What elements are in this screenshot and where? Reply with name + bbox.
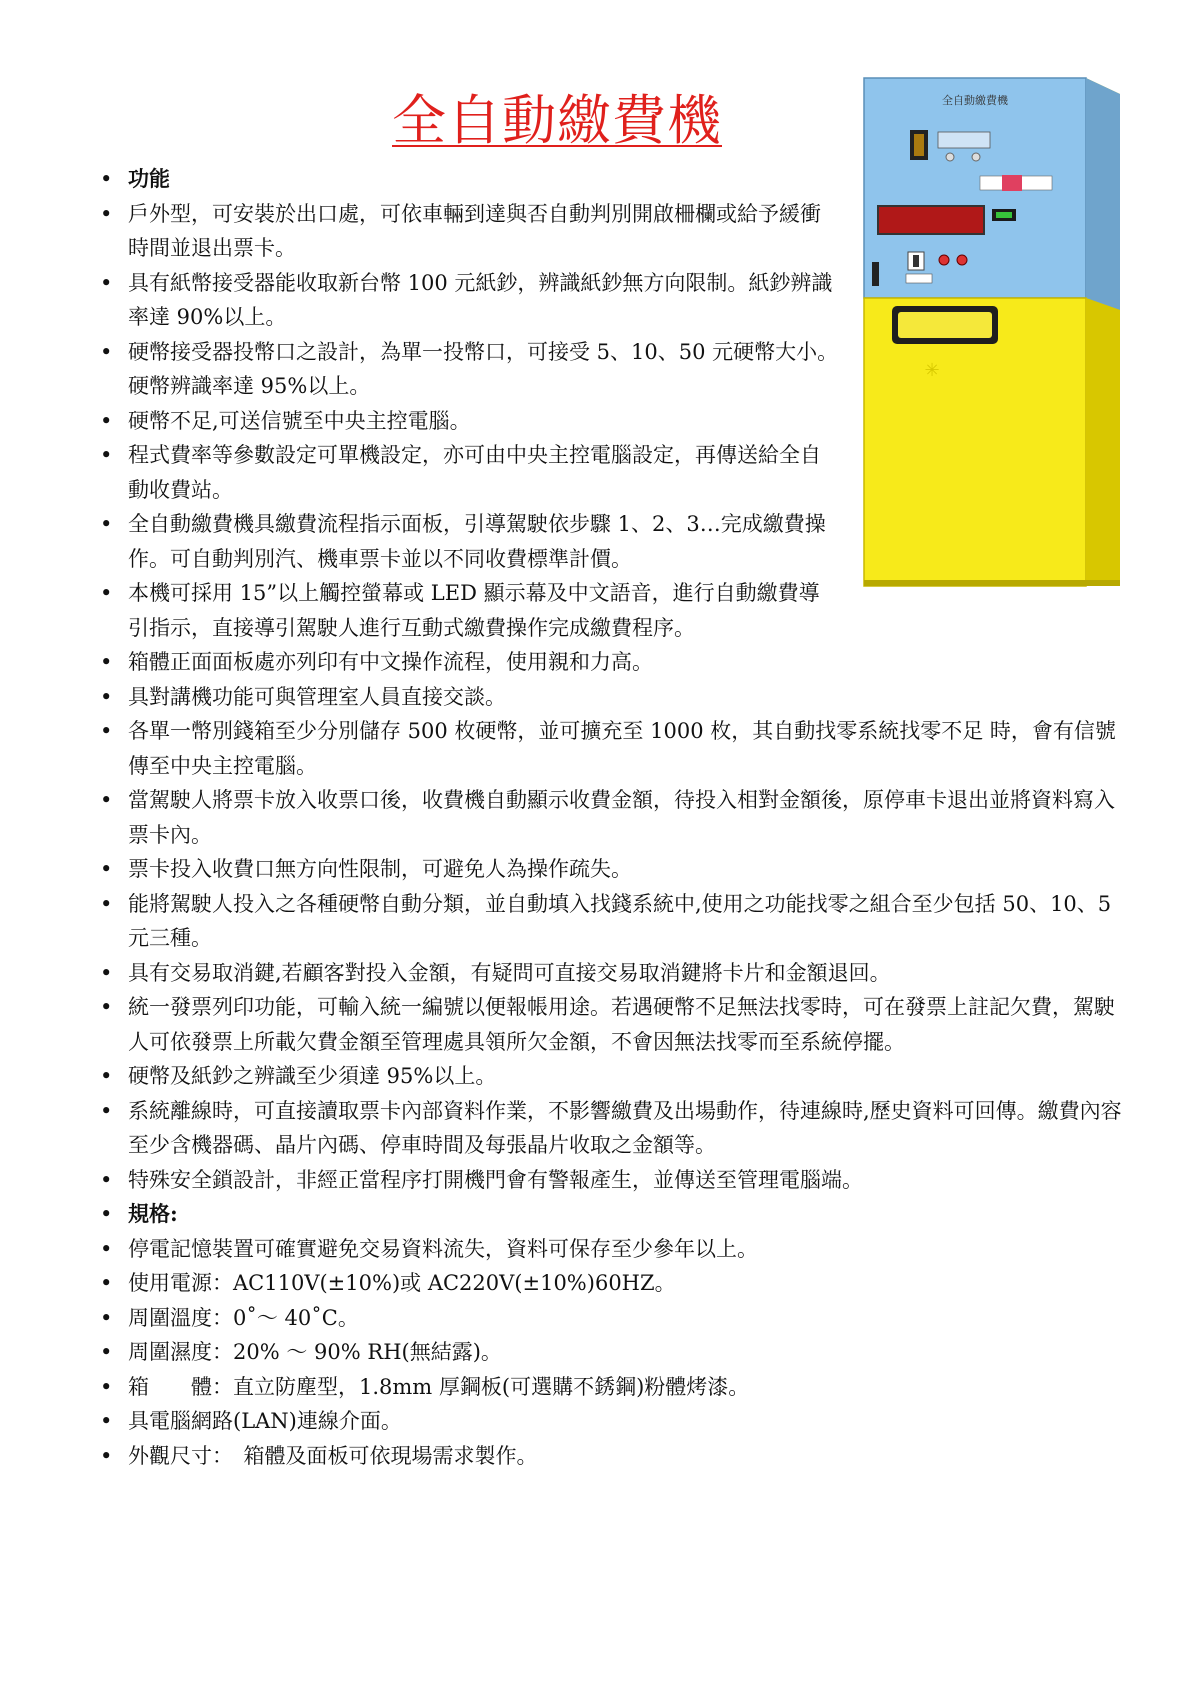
item-text: 硬幣及紙鈔之辨識至少須達 95%以上。 (128, 1064, 497, 1088)
feature-item (96, 1232, 1126, 1267)
feature-item (96, 1266, 1126, 1301)
item-text: 周圍濕度：20% ～ 90% RH(無結露)。 (128, 1340, 502, 1364)
bullet-icon: • (100, 270, 113, 295)
bullet-icon: • (100, 1409, 113, 1433)
feature-item (96, 680, 1126, 715)
bullet-icon: • (100, 1098, 113, 1123)
feature-item (96, 887, 1126, 956)
feature-item (96, 714, 1126, 783)
bullet-icon: • (100, 960, 113, 985)
bullet-icon: • (100, 891, 113, 916)
bullet-icon: • (100, 339, 113, 364)
item-text: 箱 體：直立防塵型，1.8mm 厚鋼板(可選購不銹鋼)粉體烤漆。 (128, 1374, 750, 1399)
item-text: 外觀尺寸： 箱體及面板可依現場需求製作。 (128, 1443, 538, 1468)
item-text: 票卡投入收費口無方向性限制，可避免人為操作疏失。 (128, 857, 632, 881)
item-text: 全自動繳費機具繳費流程指示面板，引導駕駛依步驟 1、2、3…完成繳費操作。可自動判別汽、機車票卡並以不同收費標準計價。 (128, 512, 826, 571)
item-text: 硬幣接受器投幣口之設計，為單一投幣口，可接受 5、10、50 元硬幣大小。硬幣辨識率達 95%以上。 (128, 339, 839, 398)
machine-header: 全自動繳費機 (942, 94, 1008, 107)
item-text: 特殊安全鎖設計，非經正當程序打開機門會有警報產生，並傳送至管理電腦端。 (128, 1167, 863, 1192)
bullet-icon: • (100, 1340, 113, 1364)
item-text: 規格: (128, 1201, 178, 1226)
bullet-icon: • (100, 788, 113, 812)
item-text: 當駕駛人將票卡放入收票口後，收費機自動顯示收費金額，待投入相對金額後，原停車卡退出並將資料寫入票卡內。 (128, 788, 1115, 847)
item-text: 周圍溫度：0˚～ 40˚C。 (128, 1305, 359, 1330)
bullet-icon: • (100, 1167, 113, 1192)
bullet-icon: • (100, 443, 113, 467)
bullet-icon: • (100, 201, 113, 226)
item-text: 程式費率等參數設定可單機設定，亦可由中央主控電腦設定，再傳送給全自動收費站。 (128, 443, 821, 502)
bullet-icon: • (100, 1374, 113, 1399)
item-text: 具對講機功能可與管理室人員直接交談。 (128, 684, 506, 709)
bullet-icon: • (100, 1305, 113, 1330)
item-text: 具有紙幣接受器能收取新台幣 100 元紙鈔，辨識紙鈔無方向限制。紙鈔辨識率達 90%以上。 (128, 270, 833, 329)
feature-item (96, 956, 1126, 991)
bullet-icon: • (100, 512, 113, 536)
bullet-icon: • (100, 650, 113, 674)
bullet-icon: • (100, 1236, 113, 1261)
section-heading (96, 1197, 1126, 1232)
feature-item (96, 1059, 1126, 1094)
feature-item (96, 1439, 1126, 1474)
bullet-icon: • (100, 857, 113, 881)
bullet-icon: • (100, 581, 113, 605)
item-text: 停電記憶裝置可確實避免交易資料流失，資料可保存至少參年以上。 (128, 1236, 758, 1261)
feature-item (96, 852, 1126, 887)
feature-item (96, 783, 1126, 852)
item-text: 箱體正面面板處亦列印有中文操作流程，使用親和力高。 (128, 650, 653, 674)
feature-item (96, 1335, 1126, 1370)
feature-item (96, 990, 1126, 1059)
bullet-icon: • (100, 995, 113, 1019)
feature-item (96, 1404, 1126, 1439)
item-text: 戶外型，可安裝於出口處，可依車輛到達與否自動判別開啟柵欄或給予緩衝時間並退出票卡。 (128, 201, 821, 260)
bullet-icon: • (100, 1443, 113, 1468)
feature-item (96, 1370, 1126, 1405)
item-text: 使用電源：AC110V(±10%)或 AC220V(±10%)60HZ。 (128, 1271, 676, 1295)
feature-item (96, 1301, 1126, 1336)
bullet-icon: • (100, 408, 113, 433)
item-text: 系統離線時，可直接讀取票卡內部資料作業，不影響繳費及出場動作，待連線時,歷史資料可回傳。繳費內容至少含機器碼、晶片內碼、停車時間及每張晶片收取之金額等。 (128, 1098, 1122, 1157)
item-text: 能將駕駛人投入之各種硬幣自動分類，並自動填入找錢系統中,使用之功能找零之組合至少包括 50、10、5 元三種。 (128, 891, 1112, 950)
bullet-icon: • (100, 167, 113, 191)
item-text: 硬幣不足,可送信號至中央主控電腦。 (128, 408, 471, 433)
feature-item (96, 1163, 1126, 1198)
item-text: 功能 (128, 166, 170, 191)
payment-machine-photo (862, 74, 1124, 589)
svg-text:✳: ✳ (924, 360, 940, 381)
item-text: 具有交易取消鍵,若顧客對投入金額，有疑問可直接交易取消鍵將卡片和金額退回。 (128, 960, 891, 985)
item-text: 統一發票列印功能，可輸入統一編號以便報帳用途。若遇硬幣不足無法找零時，可在發票上註記欠費，駕駛人可依發票上所載欠費金額至管理處具領所欠金額，不會因無法找零而至系統停擺。 (128, 995, 1115, 1054)
bullet-icon: • (100, 1064, 113, 1088)
bullet-icon: • (100, 1202, 113, 1226)
bullet-icon: • (100, 719, 113, 743)
item-text: 本機可採用 15”以上觸控螢幕或 LED 顯示幕及中文語音，進行自動繳費導引指示，直接導引駕駛人進行互動式繳費操作完成繳費程序。 (128, 581, 820, 640)
feature-item (96, 1094, 1126, 1163)
feature-item (96, 645, 1126, 680)
page-title: 全自動繳費機 (392, 89, 722, 152)
bullet-icon: • (100, 684, 113, 709)
bullet-icon: • (100, 1271, 113, 1295)
item-text: 具電腦網路(LAN)連線介面。 (128, 1409, 402, 1433)
item-text: 各單一幣別錢箱至少分別儲存 500 枚硬幣，並可擴充至 1000 枚，其自動找零系統找零不足 時，會有信號傳至中央主控電腦。 (128, 719, 1116, 778)
